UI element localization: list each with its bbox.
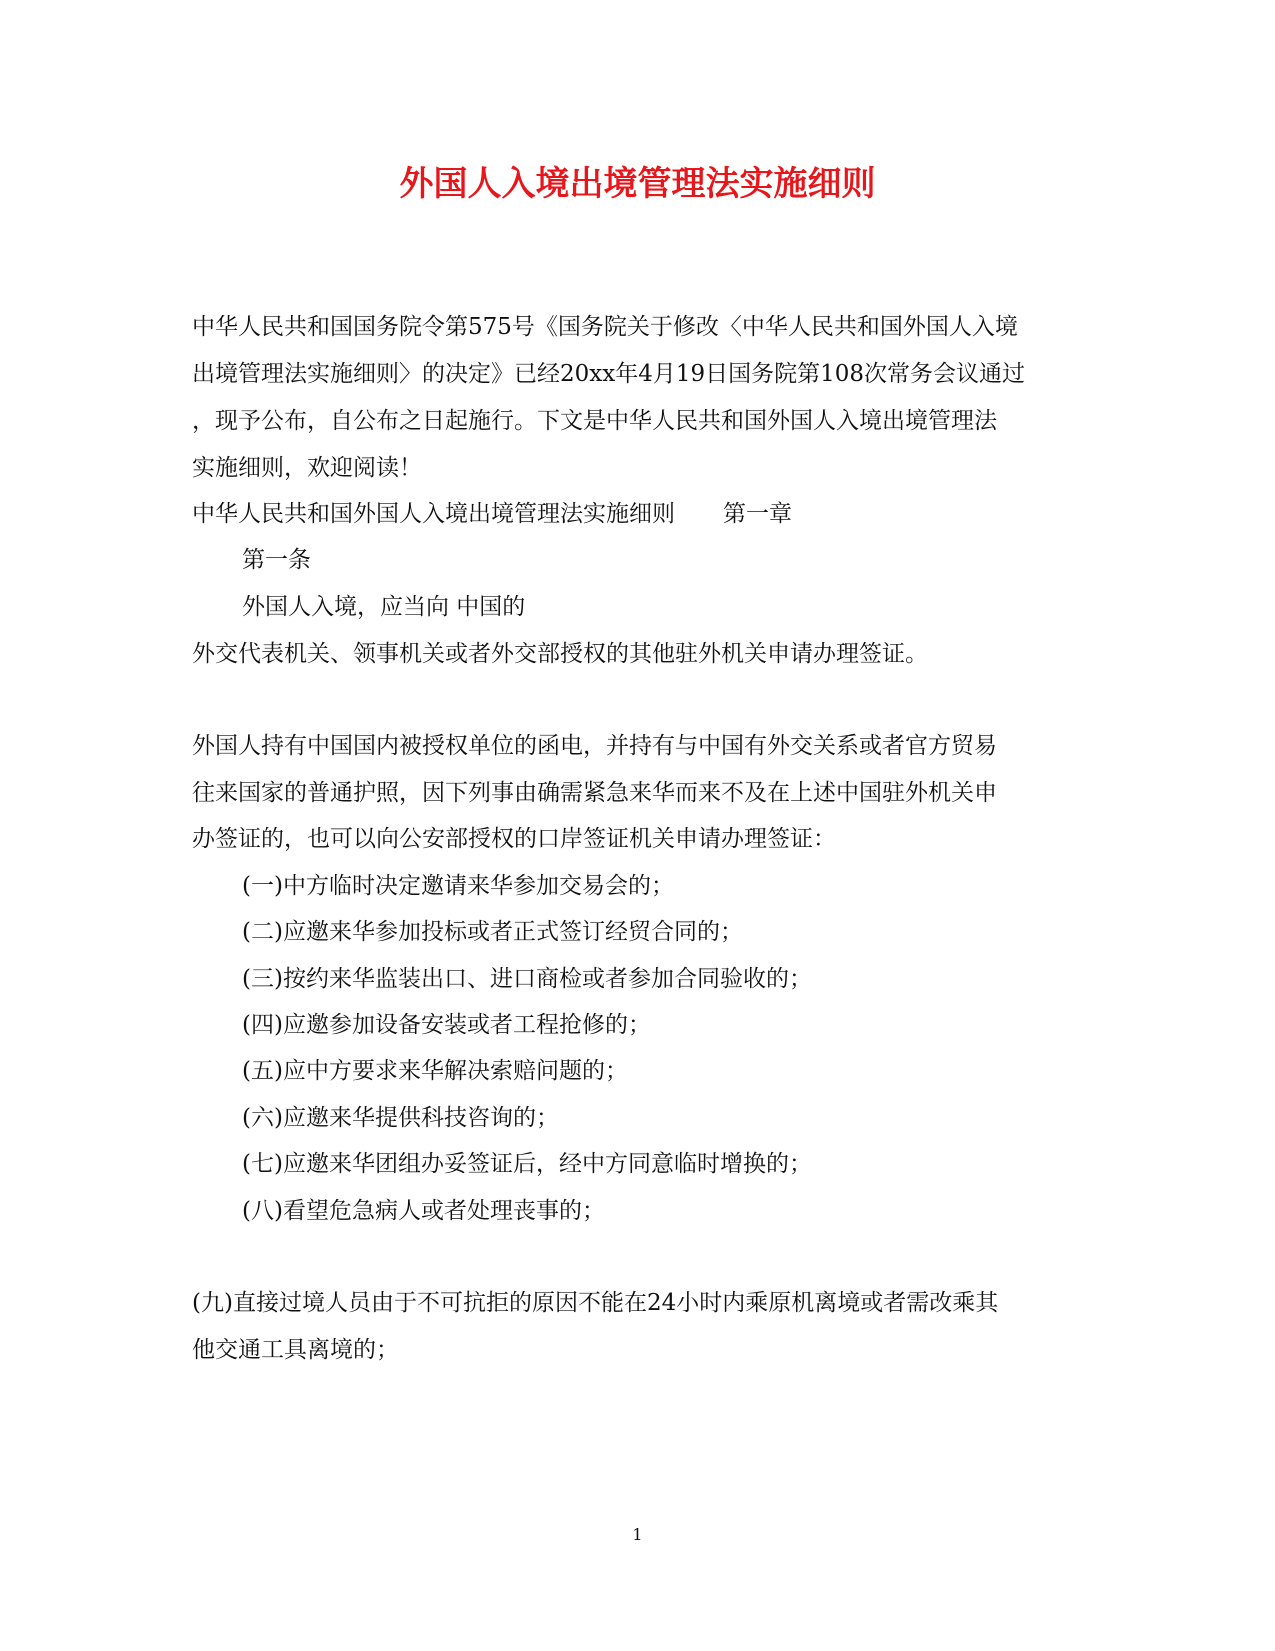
list-item: (八)看望危急病人或者处理丧事的； <box>242 1198 605 1224</box>
item9-line-1: (九)直接过境人员由于不可抗拒的原因不能在24小时内乘原机离境或者需改乘其 <box>192 1290 999 1316</box>
intro-line-2: 出境管理法实施细则〉的决定》已经20xx年4月19日国务院第108次常务会议通过 <box>192 361 1026 387</box>
para2-line-1: 外国人持有中国国内被授权单位的函电，并持有与中国有外交关系或者官方贸易 <box>192 733 997 759</box>
article-text-line-1: 外国人入境，应当向 中国的 <box>242 594 526 620</box>
law-heading-line <box>192 497 792 531</box>
list-item: (七)应邀来华团组办妥签证后，经中方同意临时增换的； <box>242 1151 812 1177</box>
item9-line-2: 他交通工具离境的； <box>192 1337 399 1363</box>
list-item: (六)应邀来华提供科技咨询的； <box>242 1105 559 1131</box>
list-item: (五)应中方要求来华解决索赔问题的； <box>242 1058 628 1084</box>
law-name: 中华人民共和国外国人入境出境管理法实施细则 <box>192 501 675 527</box>
document-title: 外国人入境出境管理法实施细则 <box>399 164 876 204</box>
chapter-label: 第一章 <box>723 501 792 527</box>
article-text-line-2: 外交代表机关、领事机关或者外交部授权的其他驻外机关申请办理签证。 <box>192 641 928 667</box>
para2-line-3: 办签证的，也可以向公安部授权的口岸签证机关申请办理签证： <box>192 826 836 852</box>
list-item: (一)中方临时决定邀请来华参加交易会的； <box>242 873 674 899</box>
intro-line-3: ，现予公布，自公布之日起施行。下文是中华人民共和国外国人入境出境管理法 <box>192 408 997 434</box>
para2-line-2: 往来国家的普通护照，因下列事由确需紧急来华而来不及在上述中国驻外机关申 <box>192 780 997 806</box>
list-item: (四)应邀参加设备安装或者工程抢修的； <box>242 1012 651 1038</box>
intro-line-1: 中华人民共和国国务院令第575号《国务院关于修改〈中华人民共和国外国人入境 <box>192 314 1018 340</box>
list-item: (三)按约来华监装出口、进口商检或者参加合同验收的； <box>242 966 812 992</box>
article-label: 第一条 <box>242 547 311 573</box>
list-item: (二)应邀来华参加投标或者正式签订经贸合同的； <box>242 919 743 945</box>
intro-line-4: 实施细则，欢迎阅读！ <box>192 455 422 481</box>
page-number: 1 <box>632 1525 643 1544</box>
